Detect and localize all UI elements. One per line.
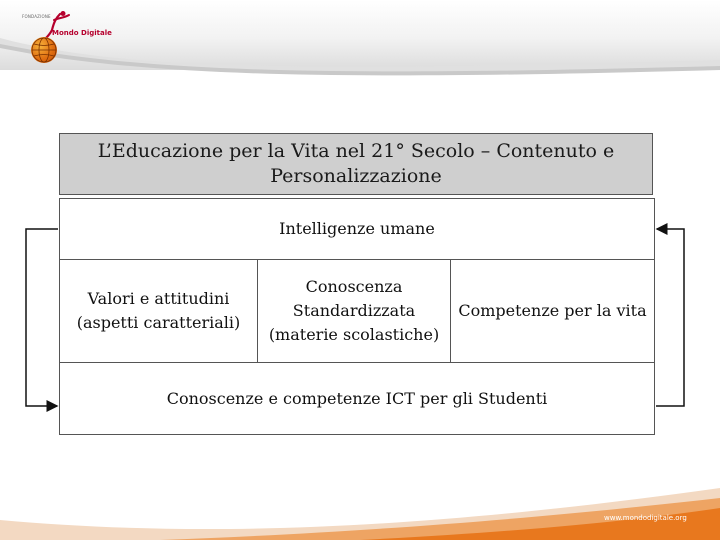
standardized-knowledge-cell: Conoscenza Standardizzata (materie scolastiche) <box>258 260 451 362</box>
logo-name: Mondo Digitale <box>52 29 112 37</box>
logo-small-text: FONDAZIONE <box>22 14 51 19</box>
footer-band <box>0 480 720 540</box>
slide-title: L’Educazione per la Vita nel 21° Secolo – Contenuto e Personalizzazione <box>59 133 653 195</box>
left-feedback-arrow <box>26 229 58 406</box>
education-diagram <box>59 198 655 435</box>
globe-icon <box>31 37 57 63</box>
values-attitudes-cell: Valori e attitudini (aspetti caratteriali) <box>60 260 258 362</box>
right-feedback-arrow <box>656 229 684 406</box>
life-skills-cell: Competenze per la vita <box>458 301 647 320</box>
website-link[interactable]: www.mondodigitale.org <box>604 514 687 522</box>
human-intelligences-cell: Intelligenze umane <box>60 199 654 260</box>
ict-skills-cell: Conoscenze e competenze ICT per gli Studenti <box>60 362 654 434</box>
